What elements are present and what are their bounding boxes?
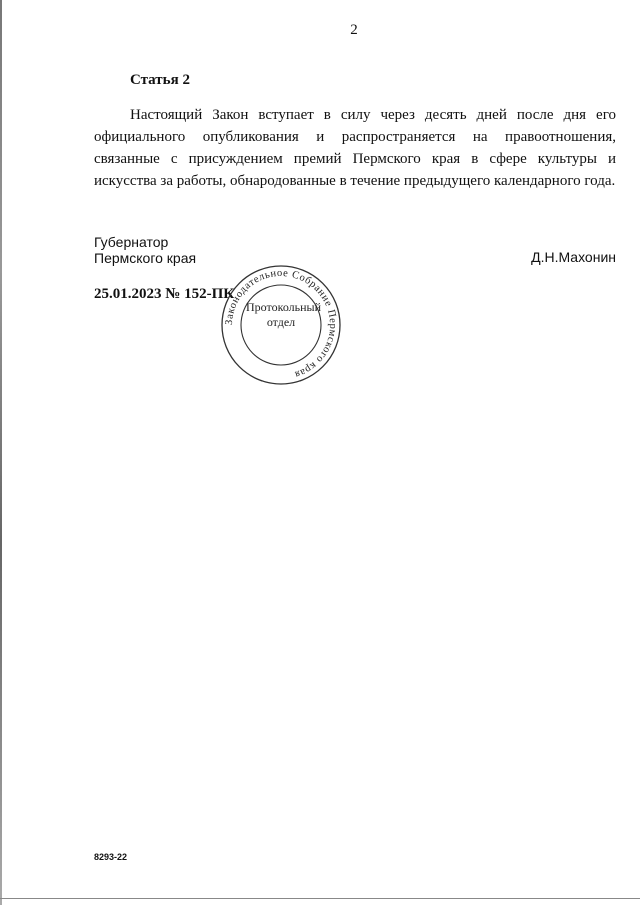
signer-title-line-1: Губернатор (94, 234, 169, 250)
document-code: 8293-22 (94, 852, 128, 862)
stamp-center-line-1: Протокольный (246, 300, 322, 314)
round-stamp (220, 264, 342, 386)
signer-title (94, 234, 196, 266)
article-heading: Статья 2 (130, 72, 190, 88)
article-body: Настоящий Закон вступает в силу через десять дней после дня его официального опубликования и распространяется на правоотношения, связанные с присуждением премий Пермского края в сфере культуры и искусства за работы, обнародованные в течение предыдущего календарного года. (94, 107, 616, 189)
signer-name: Д.Н.Махонин (531, 249, 616, 265)
stamp-ring-text: Законодательное Собрание Пермского края (223, 267, 339, 380)
page-bottom-edge (0, 898, 640, 899)
stamp-center-text (246, 300, 322, 330)
page-left-edge (0, 0, 2, 905)
page-number: 2 (350, 22, 358, 38)
signer-title-line-2: Пермского края (94, 250, 197, 266)
document-date-number: 25.01.2023 № 152-ПК (94, 286, 235, 302)
stamp-center-line-2: отдел (266, 315, 296, 329)
